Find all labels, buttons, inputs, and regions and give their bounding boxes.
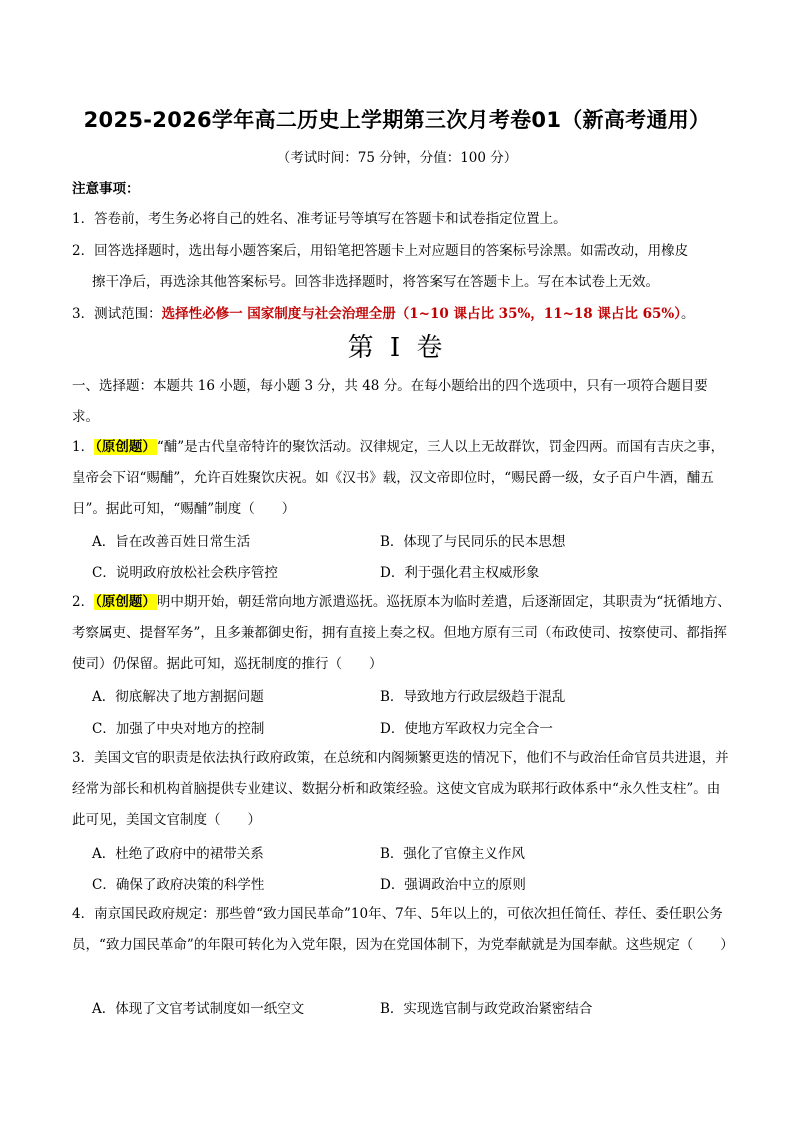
exam-title: 2025-2026学年高二历史上学期第三次月考卷01（新高考通用） (83, 108, 711, 132)
question-text: “酺”是古代皇帝特许的聚饮活动。汉律规定，三人以上无故群饮，罚金四两。而国有吉庆之事，皇帝会下诏“赐酺”，允许百姓聚饮庆祝。如《汉书》载，汉文帝即位时，“赐民爵一级，女子百户牛酒，酺五日”。据此可知，“赐酺”制度（ ） (72, 439, 725, 517)
question-number: 2． (72, 594, 95, 610)
notice-item-3-suffix: 。 (680, 306, 695, 322)
question-2-option-a[interactable]: A．彻底解决了地方割据问题 (92, 689, 264, 705)
test-scope: 选择性必修一 国家制度与社会治理全册（1~10 课占比 35%，11~18 课占比 65%） (161, 306, 681, 322)
original-tag: （原创题） (95, 439, 156, 455)
notice-item-3 (72, 302, 694, 322)
question-4-option-b[interactable]: B．实现选官制与政党政治紧密结合 (380, 1001, 593, 1017)
question-1-stem (72, 432, 732, 525)
question-2-option-c[interactable]: C．加强了中央对地方的控制 (92, 721, 265, 737)
question-3-stem (72, 743, 732, 836)
question-text: 明中期开始，朝廷常向地方派遣巡抚。巡抚原本为临时差遣，后逐渐固定，其职责为“抚循地方、考察属吏、提督军务”，且多兼都御史衔，拥有直接上奏之权。但地方原有三司（布政使司、按察使司、都指挥使司）仍保留。据此可知，巡抚制度的推行（ ） (72, 594, 731, 672)
notice-item-2-line-1: 2．回答选择题时，选出每小题答案后，用铅笔把答题卡上对应题目的答案标号涂黑。如需改动，用橡皮 (72, 243, 689, 259)
question-3-option-d[interactable]: D．强调政治中立的原则 (380, 877, 526, 893)
notice-heading: 注意事项： (72, 181, 140, 197)
notice-item-3-prefix: 3．测试范围： (72, 306, 162, 322)
question-1-option-b[interactable]: B．体现了与民同乐的民本思想 (380, 534, 566, 550)
question-number: 3． (72, 750, 95, 766)
question-2-option-b[interactable]: B．导致地方行政层级趋于混乱 (380, 689, 566, 705)
question-number: 4． (72, 906, 95, 922)
question-2-stem (72, 587, 732, 680)
question-3-option-c[interactable]: C．确保了政府决策的科学性 (92, 877, 265, 893)
question-number: 1． (72, 439, 95, 455)
volume-title: 第 I 卷 (347, 333, 447, 363)
section-instruction-line-1: 一、选择题：本题共 16 小题，每小题 3 分，共 48 分。在每小题给出的四个选项中，只有一项符合题目要 (72, 378, 708, 394)
exam-subtitle: （考试时间：75 分钟，分值：100 分） (276, 150, 518, 166)
original-tag: （原创题） (95, 594, 156, 610)
question-1-option-a[interactable]: A．旨在改善百姓日常生活 (92, 534, 251, 550)
question-text: 美国文官的职责是依法执行政府政策，在总统和内阁频繁更迭的情况下，他们不与政治任命官员共进退，并经常为部长和机构首脑提供专业建议、数据分析和政策经验。这使文官成为联邦行政体系中“永久性支柱”。由此可见，美国文官制度（ ） (72, 750, 729, 828)
question-4-option-a[interactable]: A．体现了文官考试制度如一纸空文 (92, 1001, 305, 1017)
notice-item-2-line-2: 擦干净后，再选涂其他答案标号。回答非选择题时，将答案写在答题卡上。写在本试卷上无效。 (92, 274, 659, 290)
question-text: 南京国民政府规定：那些曾“致力国民革命”10年、7年、5年以上的，可依次担任简任、荐任、委任职公务员，“致力国民革命”的年限可转化为入党年限，因为在党国体制下，为党奉献就是为国奉献。这些规定（ ） (72, 906, 734, 953)
question-2-option-d[interactable]: D．使地方军政权力完全合一 (380, 721, 553, 737)
question-3-option-a[interactable]: A．杜绝了政府中的裙带关系 (92, 846, 264, 862)
notice-item-1: 1．答卷前，考生务必将自己的姓名、准考证号等填写在答题卡和试卷指定位置上。 (72, 211, 567, 227)
question-4-stem (72, 899, 732, 961)
question-3-option-b[interactable]: B．强化了官僚主义作风 (380, 846, 525, 862)
section-instruction-line-2: 求。 (72, 409, 99, 425)
question-1-option-d[interactable]: D．利于强化君主权威形象 (380, 565, 540, 581)
question-1-option-c[interactable]: C．说明政府放松社会秩序管控 (92, 565, 278, 581)
